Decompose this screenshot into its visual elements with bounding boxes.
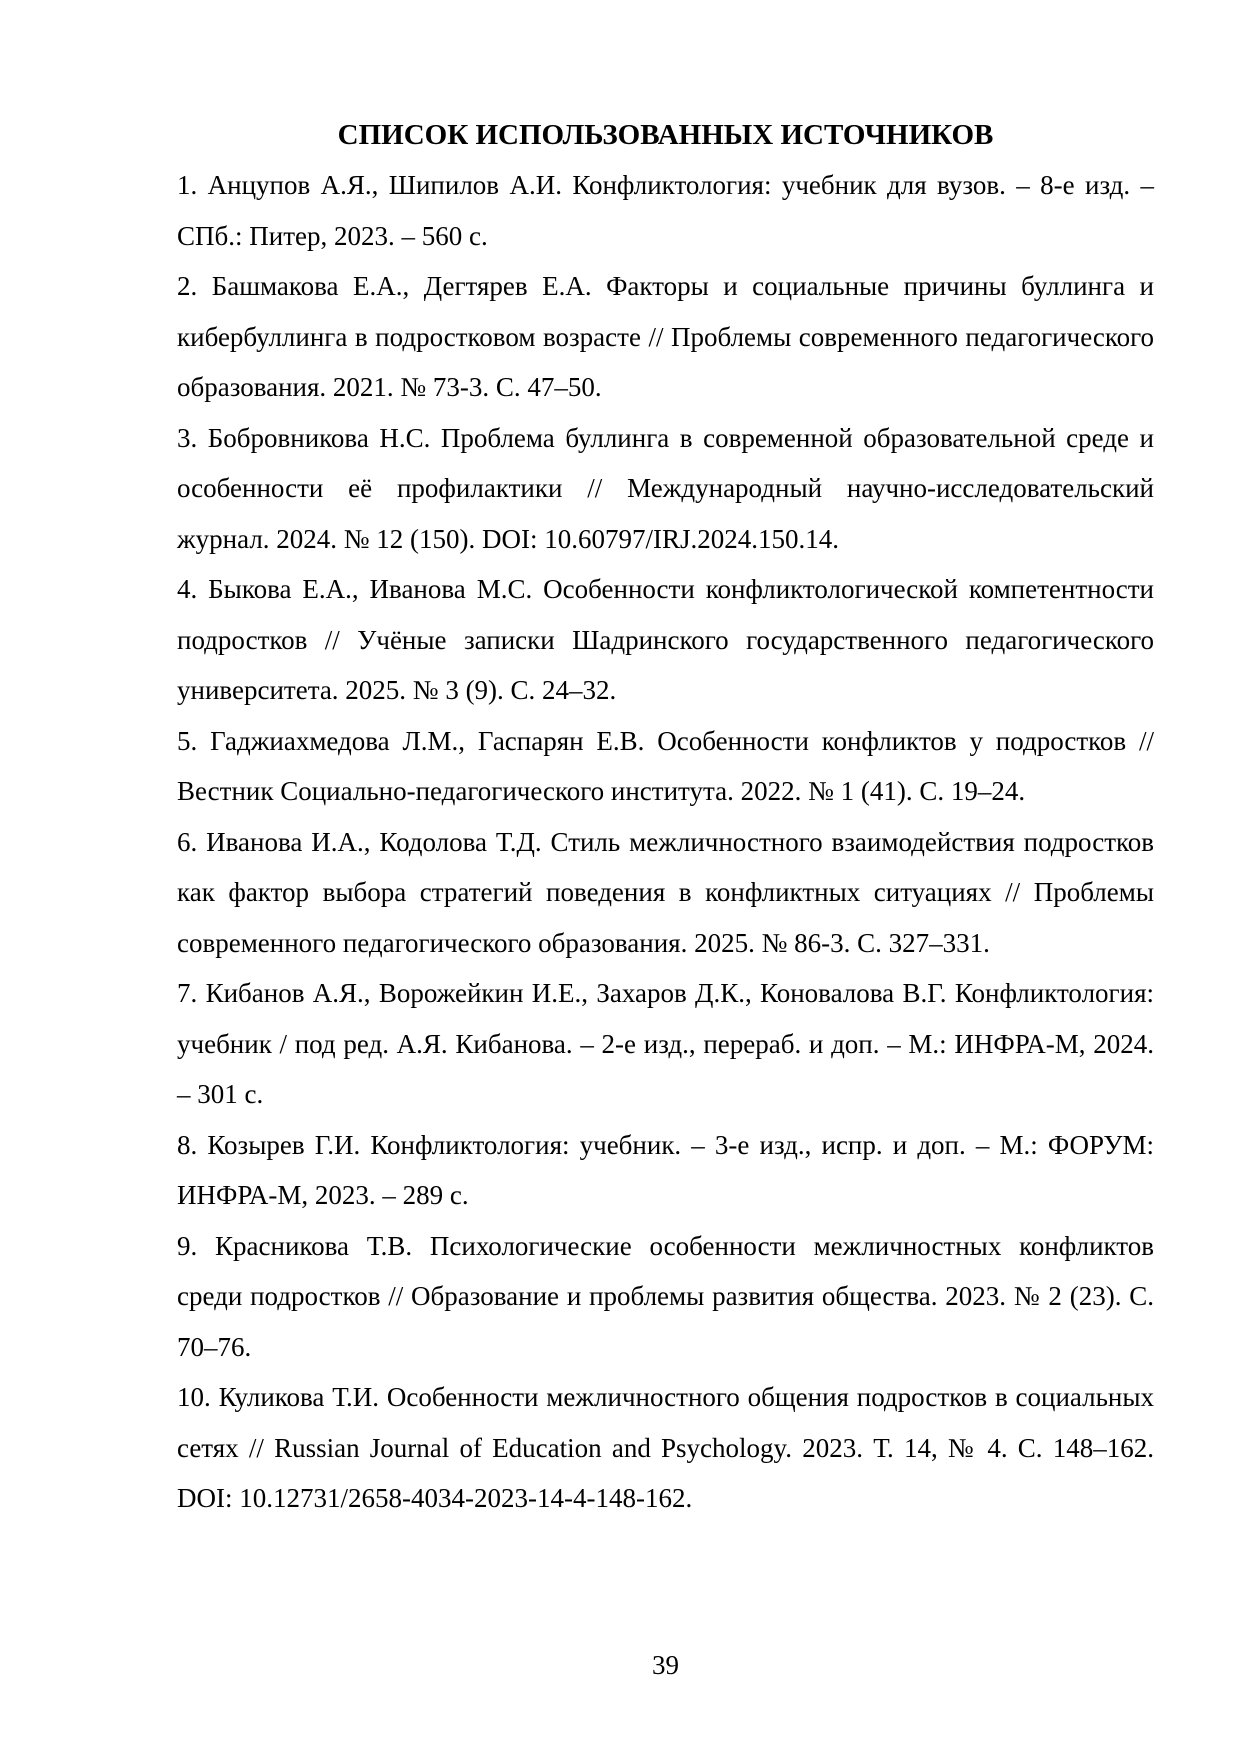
reference-item: 5. Гаджиахмедова Л.М., Гаспарян Е.В. Особенности конфликтов у подростков // Вестник Социально-педагогического института. 2022. № 1 (41). С. 19–24. — [177, 725, 1154, 806]
reference-item: 9. Красникова Т.В. Психологические особенности межличностных конфликтов среди подростков // Образование и проблемы развития общества. 2023. № 2 (23). С. 70–76. — [177, 1230, 1154, 1362]
document-page — [177, 0, 1154, 1754]
reference-item: 2. Башмакова Е.А., Дегтярев Е.А. Факторы и социальные причины буллинга и кибербуллинга в подростковом возрасте // Проблемы современного педагогического образования. 2021. № 73-3. С. 47–50. — [177, 271, 1154, 402]
reference-item: 1. Анцупов А.Я., Шипилов А.И. Конфликтология: учебник для вузов. – 8-е изд. – СПб.: Питер, 2023. – 560 с. — [177, 170, 1154, 251]
reference-item: 8. Козырев Г.И. Конфликтология: учебник. – 3-е изд., испр. и доп. – М.: ФОРУМ: ИНФРА-М, 2023. – 289 с. — [177, 1129, 1154, 1210]
reference-item: 6. Иванова И.А., Кодолова Т.Д. Стиль межличностного взаимодействия подростков как фактор выбора стратегий поведения в конфликтных ситуациях // Проблемы современного педагогического образования. 2025. № 86-3. С. 327–331. — [177, 826, 1154, 958]
page-number: 39 — [652, 1650, 679, 1680]
page-title: СПИСОК ИСПОЛЬЗОВАННЫХ ИСТОЧНИКОВ — [337, 119, 994, 151]
reference-item: 7. Кибанов А.Я., Ворожейкин И.Е., Захаров Д.К., Коновалова В.Г. Конфликтология: учебник / под ред. А.Я. Кибанова. – 2-е изд., перераб. и доп. – М.: ИНФРА-М, 2024. – 301 с. — [177, 978, 1154, 1109]
reference-item: 3. Бобровникова Н.С. Проблема буллинга в современной образовательной среде и особенности её профилактики // Международный научно-исследовательский журнал. 2024. № 12 (150). DOI: 10.60797/IRJ.2024.150.14. — [177, 422, 1154, 554]
reference-list — [177, 160, 1154, 1524]
reference-item: 4. Быкова Е.А., Иванова М.С. Особенности конфликтологической компетентности подростков // Учёные записки Шадринского государственного педагогического университета. 2025. № 3 (9). С. 24–32. — [177, 574, 1154, 705]
reference-item: 10. Куликова Т.И. Особенности межличностного общения подростков в социальных сетях // Russian Journal of Education and Psychology. 2023. Т. 14, № 4. С. 148–162. DOI: 10.12731/2658-4034-2023-14-4-148-162. — [177, 1382, 1154, 1513]
